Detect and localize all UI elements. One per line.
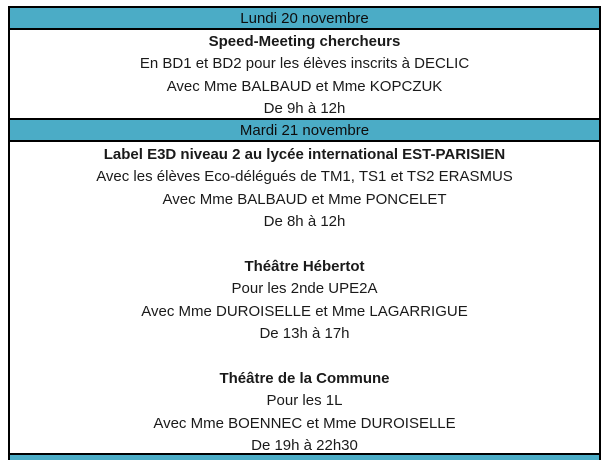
event-detail: Avec les élèves Eco-délégués de TM1, TS1 et TS2 ERASMUS <box>96 168 513 186</box>
event-detail: En BD1 et BD2 pour les élèves inscrits à DECLIC <box>139 55 470 73</box>
event-detail: Avec Mme DUROISELLE et Mme LAGARRIGUE <box>141 302 468 320</box>
event-detail: De 19h à 22h30 <box>251 437 358 455</box>
event-title: Speed-Meeting chercheurs <box>208 33 401 50</box>
day-header-label: Lundi 20 novembre <box>240 10 369 27</box>
event-detail: Avec Mme BALBAUD et Mme PONCELET <box>162 190 447 208</box>
event-detail: Avec Mme BALBAUD et Mme KOPCZUK <box>166 77 443 95</box>
day-header-mardi <box>10 120 599 142</box>
event-detail: De 9h à 12h <box>263 100 346 118</box>
spacer-line <box>10 234 599 256</box>
schedule-table <box>8 6 601 460</box>
event-title: Théâtre de la Commune <box>219 369 390 387</box>
event-detail: Pour les 1L <box>266 392 343 410</box>
event-detail: Avec Mme BOENNEC et Mme DUROISELLE <box>153 414 456 432</box>
day-content-mardi <box>10 142 599 455</box>
event-detail: De 8h à 12h <box>263 213 346 231</box>
event-detail: De 13h à 17h <box>259 325 350 343</box>
event-title: Théâtre Hébertot <box>244 257 365 275</box>
event-title: Label E3D niveau 2 au lycée international EST-PARISIEN <box>103 146 506 163</box>
day-header-lundi <box>10 8 599 30</box>
event-detail: Pour les 2nde UPE2A <box>231 280 378 298</box>
day-content-lundi <box>10 30 599 120</box>
day-header-label: Mardi 21 novembre <box>239 122 370 139</box>
spacer-line <box>10 346 599 368</box>
